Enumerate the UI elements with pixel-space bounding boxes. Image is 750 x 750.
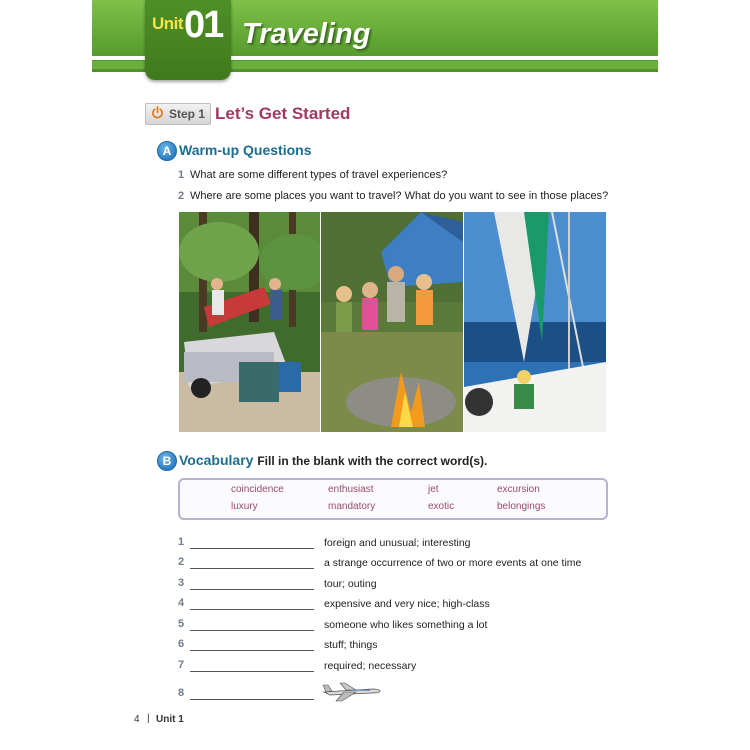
- campfire-photo: [321, 212, 463, 432]
- word-bank-item: enthusiast: [328, 484, 374, 495]
- vocabulary-instruction: Fill in the blank with the correct word(s).: [257, 454, 488, 468]
- word-bank-item: jet: [428, 484, 439, 495]
- jet-icon: [322, 680, 382, 702]
- page-number: 4: [134, 714, 140, 725]
- word-bank-item: luxury: [231, 501, 258, 512]
- section-a-icon: A: [157, 141, 177, 161]
- word-bank-item: excursion: [497, 484, 540, 495]
- item-definition: foreign and unusual; interesting: [324, 537, 471, 549]
- power-icon: [151, 106, 164, 119]
- word-bank-item: coincidence: [231, 484, 284, 495]
- section-a-title: Warm-up Questions: [179, 142, 312, 158]
- item-definition: expensive and very nice; high-class: [324, 598, 490, 610]
- answer-blank[interactable]: [190, 547, 314, 549]
- question-text: Where are some places you want to travel? What do you want to see in those places?: [190, 190, 609, 202]
- footer-unit-label: Unit 1: [156, 714, 184, 725]
- word-bank-item: belongings: [497, 501, 546, 512]
- question-text: What are some different types of travel experiences?: [190, 169, 448, 181]
- sailboat-photo: [464, 212, 606, 432]
- unit-word: Unit: [152, 14, 184, 33]
- step-title: Let’s Get Started: [215, 104, 351, 123]
- answer-blank[interactable]: [190, 670, 314, 672]
- item-number: 8: [178, 687, 185, 699]
- answer-blank[interactable]: [190, 698, 314, 700]
- answer-blank[interactable]: [190, 629, 314, 631]
- item-number: 1: [178, 536, 185, 548]
- item-number: 5: [178, 618, 185, 630]
- item-definition: a strange occurrence of two or more events at one time: [324, 557, 582, 569]
- answer-blank[interactable]: [190, 608, 314, 610]
- footer-separator: |: [147, 713, 150, 724]
- word-bank-item: exotic: [428, 501, 455, 512]
- item-number: 2: [178, 556, 185, 568]
- unit-number: 01: [184, 4, 223, 46]
- answer-blank[interactable]: [190, 649, 314, 651]
- item-number: 7: [178, 659, 185, 671]
- answer-blank[interactable]: [190, 567, 314, 569]
- section-b-icon: B: [157, 451, 177, 471]
- item-number: 3: [178, 577, 185, 589]
- answer-blank[interactable]: [190, 588, 314, 590]
- item-definition: stuff; things: [324, 639, 378, 651]
- question-number: 2: [178, 190, 185, 202]
- item-definition: required; necessary: [324, 660, 417, 672]
- unit-title: Traveling: [242, 18, 371, 50]
- vocabulary-heading: Vocabulary: [179, 452, 254, 468]
- word-bank-item: mandatory: [328, 501, 376, 512]
- item-number: 6: [178, 638, 185, 650]
- item-definition: tour; outing: [324, 578, 377, 590]
- step-label: Step 1: [169, 107, 206, 121]
- family-car-photo: [179, 212, 320, 432]
- section-b-title: [179, 452, 487, 468]
- item-definition: someone who likes something a lot: [324, 619, 488, 631]
- item-number: 4: [178, 597, 185, 609]
- question-number: 1: [178, 169, 185, 181]
